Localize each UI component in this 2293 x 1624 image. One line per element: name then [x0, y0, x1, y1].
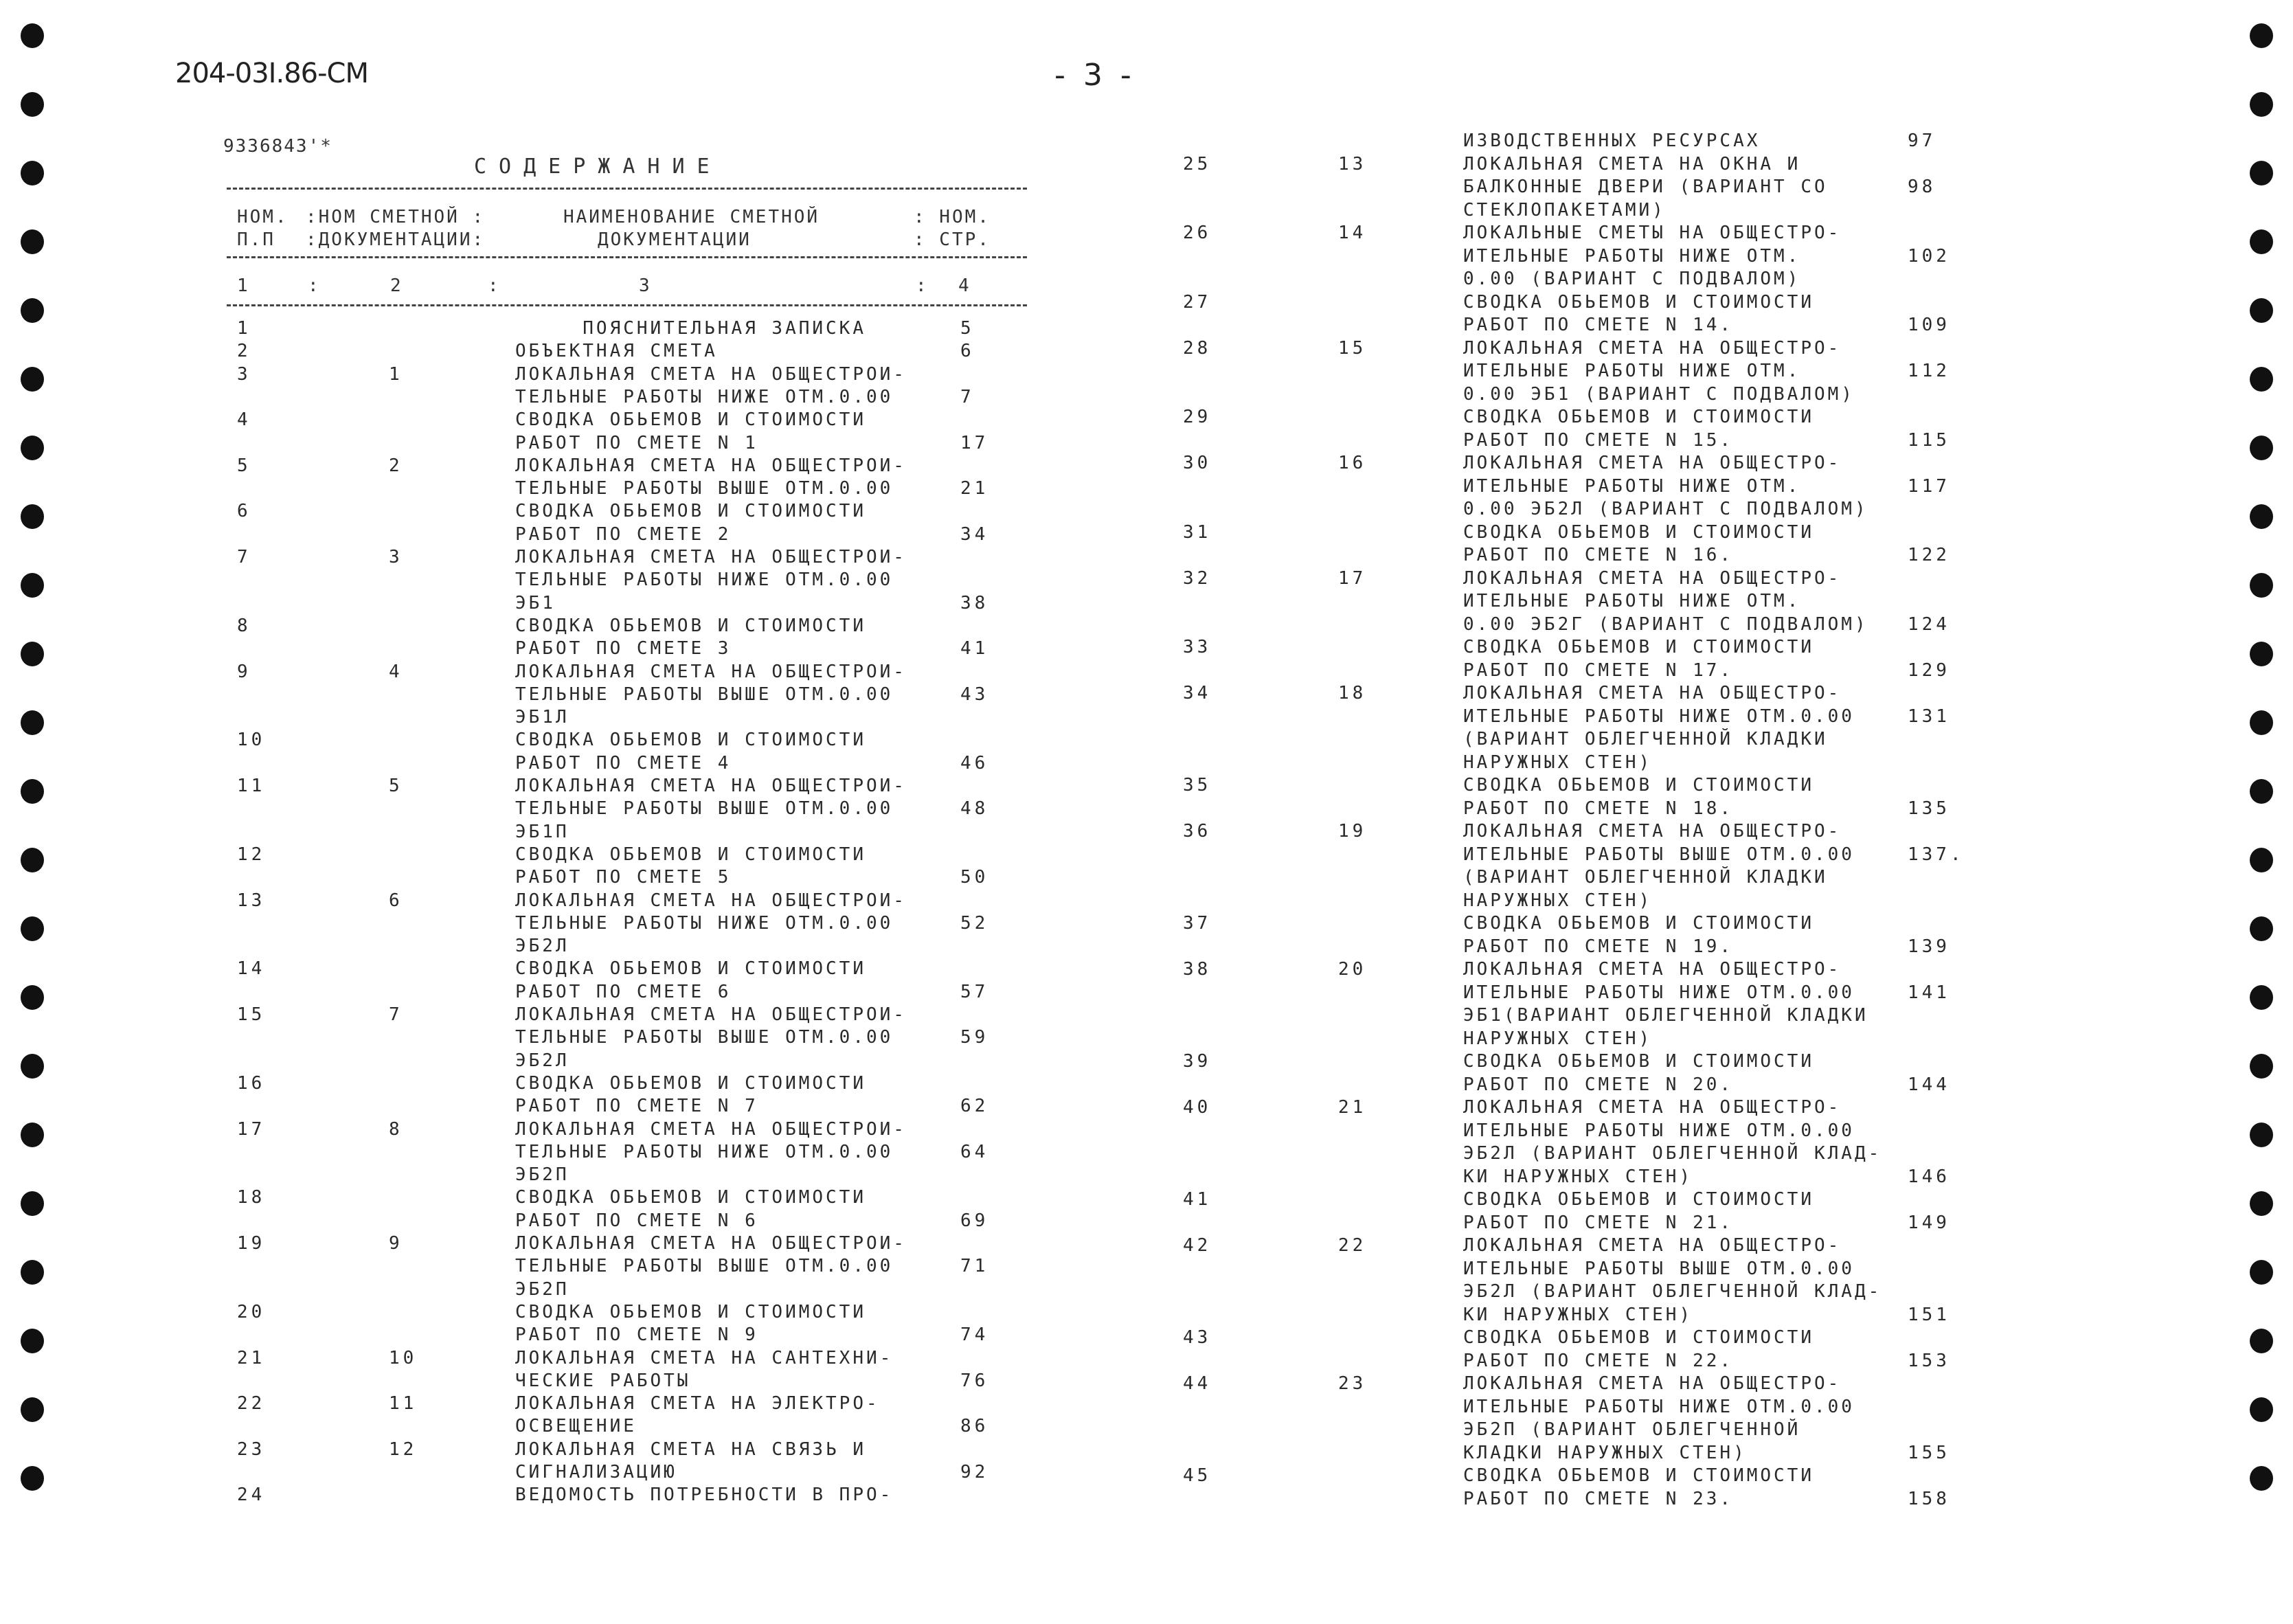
toc-page-number: 151	[1908, 1304, 1950, 1325]
toc-item-number: 36	[1183, 821, 1212, 842]
punch-hole	[21, 779, 44, 804]
toc-item-text: ТЕЛЬНЫЕ РАБОТЫ НИЖЕ ОТМ.0.00	[515, 386, 894, 407]
toc-item-text: РАБОТ ПО СМЕТЕ 3	[515, 638, 732, 659]
toc-item-text: РАБОТ ПО СМЕТЕ N 6	[515, 1210, 758, 1231]
toc-page-number: 141	[1908, 982, 1950, 1003]
toc-item-text: РАБОТ ПО СМЕТЕ N 15.	[1463, 429, 1734, 451]
punch-hole	[2250, 1054, 2273, 1079]
toc-item-text: ИТЕЛЬНЫЕ РАБОТЫ НИЖЕ ОТМ.0.00	[1463, 982, 1855, 1003]
toc-item-number: 34	[1183, 683, 1212, 703]
toc-item-text: ТЕЛЬНЫЕ РАБОТЫ ВЫШЕ ОТМ.0.00	[515, 1256, 894, 1277]
punch-hole	[21, 1191, 44, 1216]
toc-item-text: ТЕЛЬНЫЕ РАБОТЫ НИЖЕ ОТМ.0.00	[515, 569, 894, 591]
toc-page-number: 38	[960, 592, 989, 613]
toc-estimate-number: 4	[389, 661, 403, 682]
punch-hole	[2250, 23, 2273, 48]
toc-item-text: ИТЕЛЬНЫЕ РАБОТЫ НИЖЕ ОТМ.	[1463, 361, 1801, 381]
toc-item-text: ОСВЕЩЕНИЕ	[515, 1416, 637, 1437]
toc-item-number: 3	[237, 363, 251, 385]
toc-item-number: 1	[237, 318, 251, 339]
punch-hole	[2250, 1466, 2273, 1491]
toc-item-text: ЛОКАЛЬНАЯ СМЕТА НА ОБЩЕСТРОИ-	[515, 1118, 907, 1140]
document-code: 204-03I.86-CM	[175, 58, 368, 89]
document-id: 9336843'*	[223, 136, 332, 157]
toc-item-number: 20	[237, 1301, 266, 1322]
toc-item-number: 10	[237, 730, 266, 751]
toc-page-number: 131	[1908, 706, 1950, 727]
toc-estimate-number: 3	[389, 547, 403, 567]
toc-page-number: 158	[1908, 1488, 1950, 1509]
toc-item-text: (ВАРИАНТ ОБЛЕГЧЕННОЙ КЛАДКИ	[1463, 867, 1828, 888]
toc-item-text: ТЕЛЬНЫЕ РАБОТЫ ВЫШЕ ОТМ.0.00	[515, 798, 894, 820]
toc-page-number: 7	[960, 386, 975, 407]
toc-item-text: СВОДКА ОБЬЕМОВ И СТОИМОСТИ	[1463, 407, 1814, 427]
toc-item-text: ЭБ2Л	[515, 1050, 569, 1071]
toc-item-number: 45	[1183, 1465, 1212, 1486]
toc-item-number: 32	[1183, 567, 1212, 589]
punch-hole	[21, 1329, 44, 1353]
toc-item-number: 42	[1183, 1235, 1212, 1256]
toc-item-number: 44	[1183, 1373, 1212, 1394]
toc-item-text: СВОДКА ОБЬЕМОВ И СТОИМОСТИ	[1463, 1051, 1814, 1072]
punch-hole	[21, 985, 44, 1010]
toc-item-text: СВОДКА ОБЬЕМОВ И СТОИМОСТИ	[515, 1187, 866, 1208]
toc-page-number: 6	[960, 341, 975, 362]
toc-item-text: ИТЕЛЬНЫЕ РАБОТЫ НИЖЕ ОТМ.	[1463, 591, 1801, 611]
toc-item-text: СВОДКА ОБЬЕМОВ И СТОИМОСТИ	[1463, 775, 1814, 796]
toc-item-number: 38	[1183, 959, 1212, 980]
toc-item-text: СВОДКА ОБЬЕМОВ И СТОИМОСТИ	[515, 409, 866, 431]
toc-estimate-number: 23	[1338, 1373, 1367, 1394]
toc-item-number: 15	[237, 1004, 266, 1025]
toc-page-number: 135	[1908, 798, 1950, 819]
toc-item-text: ЭБ1	[515, 592, 556, 613]
toc-item-text: ЛОКАЛЬНАЯ СМЕТА НА ОБЩЕСТРО-	[1463, 1097, 1842, 1118]
toc-item-text: ЭБ2П	[515, 1164, 569, 1186]
toc-item-text: ИТЕЛЬНЫЕ РАБОТЫ НИЖЕ ОТМ.0.00	[1463, 1396, 1855, 1417]
punch-hole	[21, 1260, 44, 1285]
punch-hole	[21, 298, 44, 323]
toc-item-text: ИЗВОДСТВЕННЫХ РЕСУРСАХ	[1463, 131, 1761, 151]
toc-item-text: СВОДКА ОБЬЕМОВ И СТОИМОСТИ	[1463, 913, 1814, 934]
punch-hole	[2250, 779, 2273, 804]
punch-hole	[2250, 1329, 2273, 1353]
toc-page-number: 115	[1908, 429, 1950, 451]
toc-item-text: ЭБ2Л	[515, 936, 569, 957]
toc-item-number: 40	[1183, 1097, 1212, 1118]
toc-page-number: 122	[1908, 545, 1950, 565]
toc-item-text: ЛОКАЛЬНАЯ СМЕТА НА ОБЩЕСТРОИ-	[515, 661, 907, 682]
toc-item-number: 19	[237, 1233, 266, 1254]
toc-item-number: 12	[237, 844, 266, 865]
toc-page-number: 86	[960, 1416, 989, 1437]
toc-item-text: СВОДКА ОБЬЕМОВ И СТОИМОСТИ	[1463, 637, 1814, 657]
toc-item-text: ИТЕЛЬНЫЕ РАБОТЫ НИЖЕ ОТМ.0.00	[1463, 1120, 1855, 1141]
toc-page-number: 98	[1908, 177, 1936, 197]
toc-page-number: 76	[960, 1370, 989, 1391]
toc-item-number: 5	[237, 455, 251, 476]
toc-item-text: ТЕЛЬНЫЕ РАБОТЫ НИЖЕ ОТМ.0.00	[515, 1141, 894, 1162]
toc-item-text: ТЕЛЬНЫЕ РАБОТЫ НИЖЕ ОТМ.0.00	[515, 912, 894, 934]
toc-estimate-number: 19	[1338, 821, 1367, 842]
toc-item-text: ИТЕЛЬНЫЕ РАБОТЫ НИЖЕ ОТМ.	[1463, 245, 1801, 267]
toc-item-number: 18	[237, 1187, 266, 1208]
toc-item-text: ИТЕЛЬНЫЕ РАБОТЫ ВЫШЕ ОТМ.0.00	[1463, 1258, 1855, 1279]
toc-item-number: 16	[237, 1072, 266, 1094]
toc-item-text: РАБОТ ПО СМЕТЕ N 1	[515, 432, 758, 453]
column-number-2: 2	[390, 275, 403, 296]
toc-item-number: 13	[237, 890, 266, 911]
punch-hole	[21, 848, 44, 872]
toc-estimate-number: 8	[389, 1118, 403, 1140]
toc-item-number: 41	[1183, 1189, 1212, 1210]
punch-hole	[21, 916, 44, 941]
punch-hole	[21, 229, 44, 254]
toc-item-text: ЛОКАЛЬНАЯ СМЕТА НА ОБЩЕСТРОИ-	[515, 547, 907, 567]
toc-item-text: РАБОТ ПО СМЕТЕ N 22.	[1463, 1350, 1734, 1371]
toc-page-number: 34	[960, 523, 989, 545]
toc-title: СОДЕРЖАНИЕ	[474, 155, 722, 179]
toc-item-text: ЛОКАЛЬНАЯ СМЕТА НА ОБЩЕСТРО-	[1463, 959, 1842, 980]
toc-item-text: ЛОКАЛЬНАЯ СМЕТА НА ОБЩЕСТРО-	[1463, 1235, 1842, 1256]
toc-item-number: 24	[237, 1485, 266, 1506]
toc-item-text: ЭБ1П	[515, 821, 569, 842]
toc-page-number: 97	[1908, 131, 1936, 151]
toc-item-text: СВОДКА ОБЬЕМОВ И СТОИМОСТИ	[515, 1301, 866, 1322]
toc-page-number: 46	[960, 752, 989, 774]
toc-item-text: КИ НАРУЖНЫХ СТЕН)	[1463, 1166, 1693, 1187]
toc-item-text: НАРУЖНЫХ СТЕН)	[1463, 752, 1653, 773]
toc-item-text: ПОЯСНИТЕЛЬНАЯ ЗАПИСКА	[515, 318, 866, 339]
toc-page-number: 69	[960, 1210, 989, 1231]
toc-item-text: 0.00 ЭБ2Г (ВАРИАНТ С ПОДВАЛОМ)	[1463, 613, 1868, 635]
toc-item-text: РАБОТ ПО СМЕТЕ 5	[515, 867, 732, 888]
toc-estimate-number: 22	[1338, 1235, 1367, 1256]
toc-estimate-number: 17	[1338, 567, 1367, 589]
toc-item-text: ЛОКАЛЬНАЯ СМЕТА НА ЭЛЕКТРО-	[515, 1393, 880, 1414]
punch-hole	[21, 1397, 44, 1422]
toc-estimate-number: 20	[1338, 959, 1367, 980]
column-number-1: 1	[237, 275, 250, 296]
toc-item-number: 37	[1183, 913, 1212, 934]
toc-item-text: ЭБ1(ВАРИАНТ ОБЛЕГЧЕННОЙ КЛАДКИ	[1463, 1005, 1868, 1026]
toc-page-number: 92	[960, 1462, 989, 1482]
toc-item-text: РАБОТ ПО СМЕТЕ 2	[515, 523, 732, 545]
toc-item-text: КИ НАРУЖНЫХ СТЕН)	[1463, 1304, 1693, 1325]
column-number-4: 4	[958, 275, 971, 296]
toc-estimate-number: 11	[389, 1393, 418, 1414]
column-header-estimate-no: :НОМ СМЕТНОЙ : :ДОКУМЕНТАЦИИ:	[306, 207, 486, 250]
toc-item-number: 27	[1183, 291, 1212, 313]
toc-item-number: 31	[1183, 521, 1212, 543]
toc-estimate-number: 9	[389, 1233, 403, 1254]
toc-item-text: ЛОКАЛЬНАЯ СМЕТА НА ОБЩЕСТРОИ-	[515, 363, 907, 385]
toc-item-text: 0.00 ЭБ2Л (ВАРИАНТ С ПОДВАЛОМ)	[1463, 499, 1868, 519]
toc-estimate-number: 1	[389, 363, 403, 385]
toc-item-text: СВОДКА ОБЬЕМОВ И СТОИМОСТИ	[515, 844, 866, 865]
toc-item-text: БАЛКОННЫЕ ДВЕРИ (ВАРИАНТ СО	[1463, 177, 1828, 197]
toc-item-text: СВОДКА ОБЬЕМОВ И СТОИМОСТИ	[515, 1072, 866, 1094]
punch-hole	[2250, 229, 2273, 254]
toc-item-text: ОБЪЕКТНАЯ СМЕТА	[515, 341, 718, 362]
toc-page-number: 155	[1908, 1442, 1950, 1463]
toc-item-text: РАБОТ ПО СМЕТЕ N 14.	[1463, 315, 1734, 335]
toc-item-text: СВОДКА ОБЬЕМОВ И СТОИМОСТИ	[1463, 521, 1814, 543]
toc-page-number: 59	[960, 1027, 989, 1048]
punch-hole	[2250, 298, 2273, 323]
header-rule-mid	[227, 256, 1027, 258]
toc-item-text: ЭБ2Л (ВАРИАНТ ОБЛЕГЧЕННОЙ КЛАД-	[1463, 1281, 1882, 1302]
toc-estimate-number: 10	[389, 1347, 418, 1368]
column-separator: :	[488, 275, 501, 296]
toc-item-text: СВОДКА ОБЬЕМОВ И СТОИМОСТИ	[515, 958, 866, 980]
toc-item-text: РАБОТ ПО СМЕТЕ N 21.	[1463, 1212, 1734, 1233]
toc-estimate-number: 15	[1338, 337, 1367, 359]
toc-item-number: 29	[1183, 407, 1212, 427]
toc-item-text: ЛОКАЛЬНАЯ СМЕТА НА ОБЩЕСТРО-	[1463, 337, 1842, 359]
toc-item-text: ЛОКАЛЬНАЯ СМЕТА НА САНТЕХНИ-	[515, 1347, 894, 1368]
toc-item-text: РАБОТ ПО СМЕТЕ 6	[515, 981, 732, 1002]
toc-item-text: РАБОТ ПО СМЕТЕ N 9	[515, 1324, 758, 1346]
toc-page-number: 21	[960, 478, 989, 499]
toc-item-text: ЛОКАЛЬНАЯ СМЕТА НА ОКНА И	[1463, 153, 1801, 174]
column-header-item-no: НОМ. П.П	[237, 207, 289, 250]
punch-hole	[21, 1054, 44, 1079]
toc-item-text: (ВАРИАНТ ОБЛЕГЧЕННОЙ КЛАДКИ	[1463, 729, 1828, 749]
punch-hole	[2250, 573, 2273, 598]
punch-hole	[2250, 1260, 2273, 1285]
punch-hole	[2250, 1191, 2273, 1216]
toc-item-text: ЭБ1Л	[515, 707, 569, 728]
toc-item-text: ЛОКАЛЬНАЯ СМЕТА НА ОБЩЕСТРО-	[1463, 567, 1842, 589]
toc-item-number: 4	[237, 409, 251, 431]
toc-item-text: ЭБ2Л (ВАРИАНТ ОБЛЕГЧЕННОЙ КЛАД-	[1463, 1143, 1882, 1164]
toc-page-number: 74	[960, 1324, 989, 1346]
punch-hole	[21, 92, 44, 117]
toc-page-number: 43	[960, 684, 989, 705]
toc-estimate-number: 18	[1338, 683, 1367, 703]
toc-page-number: 41	[960, 638, 989, 659]
toc-item-text: СВОДКА ОБЬЕМОВ И СТОИМОСТИ	[1463, 291, 1814, 313]
toc-item-number: 6	[237, 501, 251, 522]
toc-item-number: 35	[1183, 775, 1212, 796]
toc-page-number: 146	[1908, 1166, 1950, 1187]
punch-hole	[2250, 367, 2273, 392]
punch-hole	[21, 1466, 44, 1491]
toc-item-number: 9	[237, 661, 251, 682]
toc-page-number: 48	[960, 798, 989, 820]
punch-hole	[21, 436, 44, 460]
toc-item-text: ТЕЛЬНЫЕ РАБОТЫ ВЫШЕ ОТМ.0.00	[515, 684, 894, 705]
toc-page-number: 17	[960, 432, 989, 453]
toc-estimate-number: 16	[1338, 453, 1367, 473]
punch-hole	[2250, 642, 2273, 666]
toc-page-number: 144	[1908, 1074, 1950, 1095]
toc-item-text: ЛОКАЛЬНАЯ СМЕТА НА ОБЩЕСТРОИ-	[515, 1004, 907, 1025]
toc-estimate-number: 21	[1338, 1097, 1367, 1118]
toc-item-text: СТЕКЛОПАКЕТАМИ)	[1463, 199, 1666, 221]
punch-hole	[21, 161, 44, 185]
toc-item-number: 21	[237, 1347, 266, 1368]
toc-page-number: 52	[960, 912, 989, 934]
toc-estimate-number: 7	[389, 1004, 403, 1025]
toc-item-text: ЭБ2П	[515, 1278, 569, 1300]
toc-item-text: РАБОТ ПО СМЕТЕ N 18.	[1463, 798, 1734, 819]
toc-item-text: ИТЕЛЬНЫЕ РАБОТЫ НИЖЕ ОТМ.	[1463, 475, 1801, 497]
toc-page-number: 62	[960, 1096, 989, 1117]
toc-item-text: ЛОКАЛЬНАЯ СМЕТА НА ОБЩЕСТРОИ-	[515, 1233, 907, 1254]
punch-hole	[2250, 92, 2273, 117]
toc-page-number: 117	[1908, 475, 1950, 497]
toc-item-number: 28	[1183, 337, 1212, 359]
toc-item-text: ЭБ2П (ВАРИАНТ ОБЛЕГЧЕННОЙ	[1463, 1419, 1801, 1440]
toc-item-text: ИТЕЛЬНЫЕ РАБОТЫ НИЖЕ ОТМ.0.00	[1463, 706, 1855, 727]
toc-item-text: ЧЕСКИЕ РАБОТЫ	[515, 1370, 691, 1391]
punch-hole	[2250, 985, 2273, 1010]
toc-page-number: 124	[1908, 613, 1950, 635]
toc-page-number: 139	[1908, 936, 1950, 957]
toc-item-number: 23	[237, 1439, 266, 1460]
toc-estimate-number: 2	[389, 455, 403, 476]
punch-hole	[21, 504, 44, 529]
toc-item-text: ЛОКАЛЬНЫЕ СМЕТЫ НА ОБЩЕСТРО-	[1463, 223, 1842, 243]
toc-item-number: 14	[237, 958, 266, 980]
toc-item-text: РАБОТ ПО СМЕТЕ N 7	[515, 1096, 758, 1117]
toc-item-text: НАРУЖНЫХ СТЕН)	[1463, 1028, 1653, 1049]
toc-page-number: 5	[960, 318, 975, 339]
column-separator: :	[916, 275, 929, 296]
toc-estimate-number: 5	[389, 776, 403, 796]
toc-page-number: 50	[960, 867, 989, 888]
toc-item-text: 0.00 ЭБ1 (ВАРИАНТ С ПОДВАЛОМ)	[1463, 383, 1855, 405]
toc-item-text: ЛОКАЛЬНАЯ СМЕТА НА ОБЩЕСТРОИ-	[515, 890, 907, 911]
toc-item-number: 8	[237, 615, 251, 636]
toc-item-text: РАБОТ ПО СМЕТЕ N 16.	[1463, 545, 1734, 565]
toc-item-text: РАБОТ ПО СМЕТЕ N 23.	[1463, 1488, 1734, 1509]
punch-hole	[21, 573, 44, 598]
toc-item-number: 43	[1183, 1327, 1212, 1348]
punch-hole	[21, 23, 44, 48]
column-number-3: 3	[639, 275, 652, 296]
toc-item-number: 26	[1183, 223, 1212, 243]
toc-page-number: 71	[960, 1256, 989, 1277]
toc-page-number: 149	[1908, 1212, 1950, 1233]
toc-item-text: СВОДКА ОБЬЕМОВ И СТОИМОСТИ	[1463, 1327, 1814, 1348]
toc-page-number: 112	[1908, 361, 1950, 381]
toc-page-number: 57	[960, 981, 989, 1002]
toc-item-number: 39	[1183, 1051, 1212, 1072]
toc-item-number: 22	[237, 1393, 266, 1414]
header-rule-bottom	[227, 304, 1027, 306]
toc-item-number: 30	[1183, 453, 1212, 473]
toc-item-text: ЛОКАЛЬНАЯ СМЕТА НА ОБЩЕСТРОИ-	[515, 776, 907, 796]
punch-hole	[2250, 161, 2273, 185]
toc-item-text: СВОДКА ОБЬЕМОВ И СТОИМОСТИ	[515, 615, 866, 636]
punch-hole	[2250, 916, 2273, 941]
punch-hole	[21, 367, 44, 392]
toc-item-text: РАБОТ ПО СМЕТЕ N 20.	[1463, 1074, 1734, 1095]
toc-item-text: РАБОТ ПО СМЕТЕ 4	[515, 752, 732, 774]
toc-item-number: 11	[237, 776, 266, 796]
toc-item-text: ЛОКАЛЬНАЯ СМЕТА НА ОБЩЕСТРО-	[1463, 683, 1842, 703]
toc-page-number: 64	[960, 1141, 989, 1162]
punch-hole	[21, 1123, 44, 1147]
toc-estimate-number: 12	[389, 1439, 418, 1460]
toc-item-text: ЛОКАЛЬНАЯ СМЕТА НА ОБЩЕСТРОИ-	[515, 455, 907, 476]
toc-page-number: 102	[1908, 245, 1950, 267]
header-rule-top	[227, 188, 1027, 190]
toc-estimate-number: 14	[1338, 223, 1367, 243]
toc-estimate-number: 13	[1338, 153, 1367, 174]
toc-item-text: НАРУЖНЫХ СТЕН)	[1463, 890, 1653, 911]
toc-item-text: ЛОКАЛЬНАЯ СМЕТА НА ОБЩЕСТРО-	[1463, 821, 1842, 842]
toc-item-text: ИТЕЛЬНЫЕ РАБОТЫ ВЫШЕ ОТМ.0.00	[1463, 844, 1855, 865]
toc-item-number: 25	[1183, 153, 1212, 174]
punch-hole	[2250, 436, 2273, 460]
page-number: - 3 -	[1054, 58, 1136, 93]
toc-page-number: 137.	[1908, 844, 1965, 865]
toc-item-text: ЛОКАЛЬНАЯ СМЕТА НА ОБЩЕСТРО-	[1463, 453, 1842, 473]
punch-hole	[2250, 1397, 2273, 1422]
toc-item-number: 2	[237, 341, 251, 362]
toc-item-text: СВОДКА ОБЬЕМОВ И СТОИМОСТИ	[1463, 1465, 1814, 1486]
toc-item-text: РАБОТ ПО СМЕТЕ N 17.	[1463, 659, 1734, 681]
toc-item-text: ЛОКАЛЬНАЯ СМЕТА НА СВЯЗЬ И	[515, 1439, 866, 1460]
toc-item-text: КЛАДКИ НАРУЖНЫХ СТЕН)	[1463, 1442, 1747, 1463]
toc-page-number: 153	[1908, 1350, 1950, 1371]
column-header-page: : НОМ. : СТР.	[914, 207, 991, 250]
toc-estimate-number: 6	[389, 890, 403, 911]
column-separator: :	[308, 275, 321, 296]
toc-item-text: ЛОКАЛЬНАЯ СМЕТА НА ОБЩЕСТРО-	[1463, 1373, 1842, 1394]
column-header-name: НАИМЕНОВАНИЕ СМЕТНОЙ ДОКУМЕНТАЦИИ	[563, 207, 820, 250]
punch-hole	[2250, 710, 2273, 735]
toc-page-number: 129	[1908, 659, 1950, 681]
toc-item-text: ТЕЛЬНЫЕ РАБОТЫ ВЫШЕ ОТМ.0.00	[515, 1027, 894, 1048]
toc-item-text: СВОДКА ОБЬЕМОВ И СТОИМОСТИ	[515, 501, 866, 522]
toc-item-number: 17	[237, 1118, 266, 1140]
toc-item-text: СВОДКА ОБЬЕМОВ И СТОИМОСТИ	[1463, 1189, 1814, 1210]
toc-item-number: 33	[1183, 637, 1212, 657]
toc-item-text: 0.00 (ВАРИАНТ С ПОДВАЛОМ)	[1463, 269, 1801, 289]
toc-page-number: 109	[1908, 315, 1950, 335]
toc-item-text: РАБОТ ПО СМЕТЕ N 19.	[1463, 936, 1734, 957]
toc-item-text: СВОДКА ОБЬЕМОВ И СТОИМОСТИ	[515, 730, 866, 751]
punch-hole	[21, 710, 44, 735]
punch-hole	[2250, 504, 2273, 529]
toc-item-text: ТЕЛЬНЫЕ РАБОТЫ ВЫШЕ ОТМ.0.00	[515, 478, 894, 499]
toc-item-text: СИГНАЛИЗАЦИЮ	[515, 1462, 677, 1482]
toc-item-number: 7	[237, 547, 251, 567]
punch-hole	[21, 642, 44, 666]
toc-item-text: ВЕДОМОСТЬ ПОТРЕБНОСТИ В ПРО-	[515, 1485, 894, 1506]
punch-hole	[2250, 1123, 2273, 1147]
punch-hole	[2250, 848, 2273, 872]
